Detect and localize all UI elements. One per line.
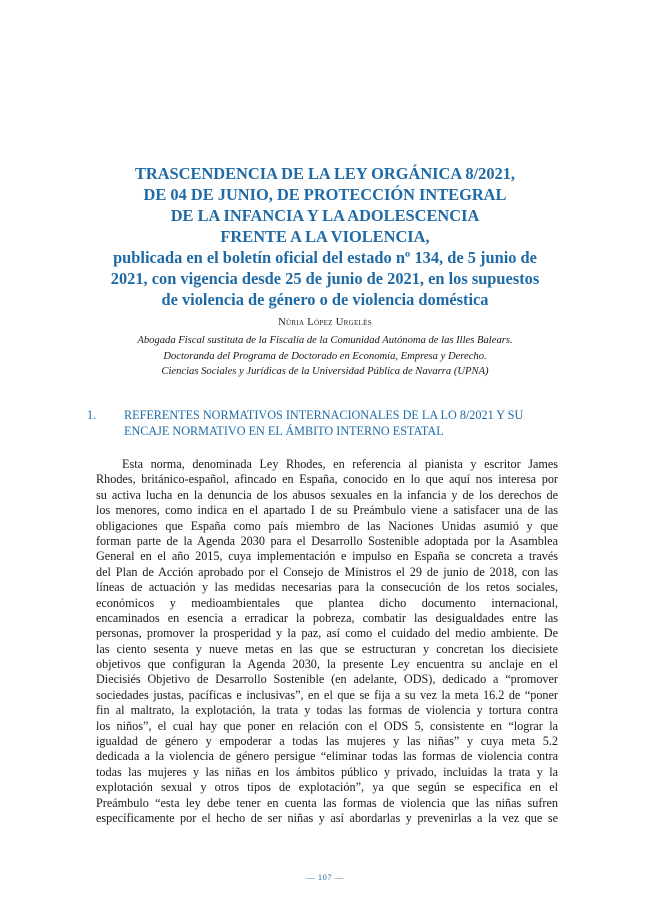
subtitle-line: de violencia de género o de violencia doméstica [161, 290, 489, 309]
document-title [60, 163, 590, 310]
affiliation-line: Doctoranda del Programa de Doctorado en Economía, Empresa y Derecho. [163, 350, 487, 362]
body-line: fin al maltrato, la explotación, la trata y todas las formas de violencia y tortura contra [96, 703, 558, 718]
section-number: 1. [87, 408, 97, 422]
body-line: personas, promover la prosperidad y la paz, así como el cuidado del medio ambiente. De [96, 626, 558, 641]
body-line: forman parte de la Agenda 2030 para el Desarrollo Sostenible adoptada por la Asamblea [96, 533, 558, 548]
body-line: sociedades justas, pacíficas e inclusivas”, en el que se fija a su vez la meta 16.2 de “poner [96, 687, 558, 702]
body-line: General en el año 2015, cuya implementación e impulso en España se concreta a través [96, 549, 558, 564]
body-line: líneas de actuación y las medidas necesarias para la consecución de los retos sociales, [96, 580, 558, 595]
body-line: igualdad de género y empoderar a todas las mujeres y las niñas” y cuya meta 5.2 [96, 734, 558, 749]
body-line: económicos y medioambientales que plantea dicho documento internacional, [96, 595, 558, 610]
body-line: las ciento sesenta y nueve metas en las que se estructuran y concretan los diecisiete [96, 641, 558, 656]
body-line: explotación sexual y otros tipos de explotación”, ya que según se especifica en el [96, 780, 558, 795]
section-heading-line: REFERENTES NORMATIVOS INTERNACIONALES DE LA LO 8/2021 Y SU [124, 408, 524, 422]
body-line: Diecisiés Objetivo de Desarrollo Sostenible (en adelante, ODS), dedicado a “promover [96, 672, 558, 687]
body-line: objetivos que configuran la Agenda 2030, la presente Ley encuentra su anclaje en el [96, 657, 558, 672]
body-line: Rhodes, británico-español, afincado en España, conocido en lo que aquí nos interesa por [96, 472, 558, 487]
title-line: DE 04 DE JUNIO, DE PROTECCIÓN INTEGRAL [143, 185, 507, 204]
body-line: Preámbulo “esta ley debe tener en cuenta las formas de violencia que las niñas sufren [96, 795, 558, 810]
body-line: su activa lucha en la denuncia de los abusos sexuales en la infancia y de los derechos de [96, 487, 558, 502]
body-line: dedicada a la violencia de género persigue “eliminar todas las formas de violencia contra [96, 749, 558, 764]
affiliation-line: Ciencias Sociales y Jurídicas de la Universidad Pública de Navarra (UPNA) [161, 366, 489, 377]
title-line: FRENTE A LA VIOLENCIA, [220, 227, 430, 246]
author-affiliation [40, 333, 610, 380]
subtitle-line: publicada en el boletín oficial del estado nº 134, de 5 junio de [113, 248, 537, 267]
body-line: obligaciones que España como país miembro de las Naciones Unidas asumió y que [96, 518, 558, 533]
body-line: los niños”, el cual hay que poner en relación con el ODS 5, consistente en “lograr la [96, 718, 558, 733]
title-line: TRASCENDENCIA DE LA LEY ORGÁNICA 8/2021, [134, 164, 516, 183]
title-line: DE LA INFANCIA Y LA ADOLESCENCIA [170, 206, 480, 225]
body-paragraph [96, 457, 558, 826]
body-line: todas las mujeres y las niñas en los ámbitos público y privado, incluidas la trata y la [96, 764, 558, 779]
body-line: específicamente por el hecho de ser niñas y así abordarlas y prevenirlas a la vez que se [96, 810, 558, 825]
subtitle-line: 2021, con vigencia desde 25 de junio de 2021, en los supuestos [110, 269, 540, 288]
body-line: los menores, como indica en el apartado I de su Preámbulo viene a satisfacer una de las [96, 503, 558, 518]
affiliation-line: Abogada Fiscal sustituta de la Fiscalía de la Comunidad Autónoma de las Illes Balears. [137, 335, 513, 346]
section-heading-line: ENCAJE NORMATIVO EN EL ÁMBITO INTERNO ESTATAL [124, 424, 444, 438]
body-line: encaminados en esencia a erradicar la pobreza, combatir las desigualdades entre las [96, 610, 558, 625]
body-line: Esta norma, denominada Ley Rhodes, en referencia al pianista y escritor James [122, 457, 558, 471]
author-name: Núria López Urgelès [278, 317, 372, 328]
page-number: — 107 — [306, 872, 344, 882]
body-line: del Plan de Acción aprobado por el Consejo de Ministros el 29 de junio de 2018, con las [96, 564, 558, 579]
